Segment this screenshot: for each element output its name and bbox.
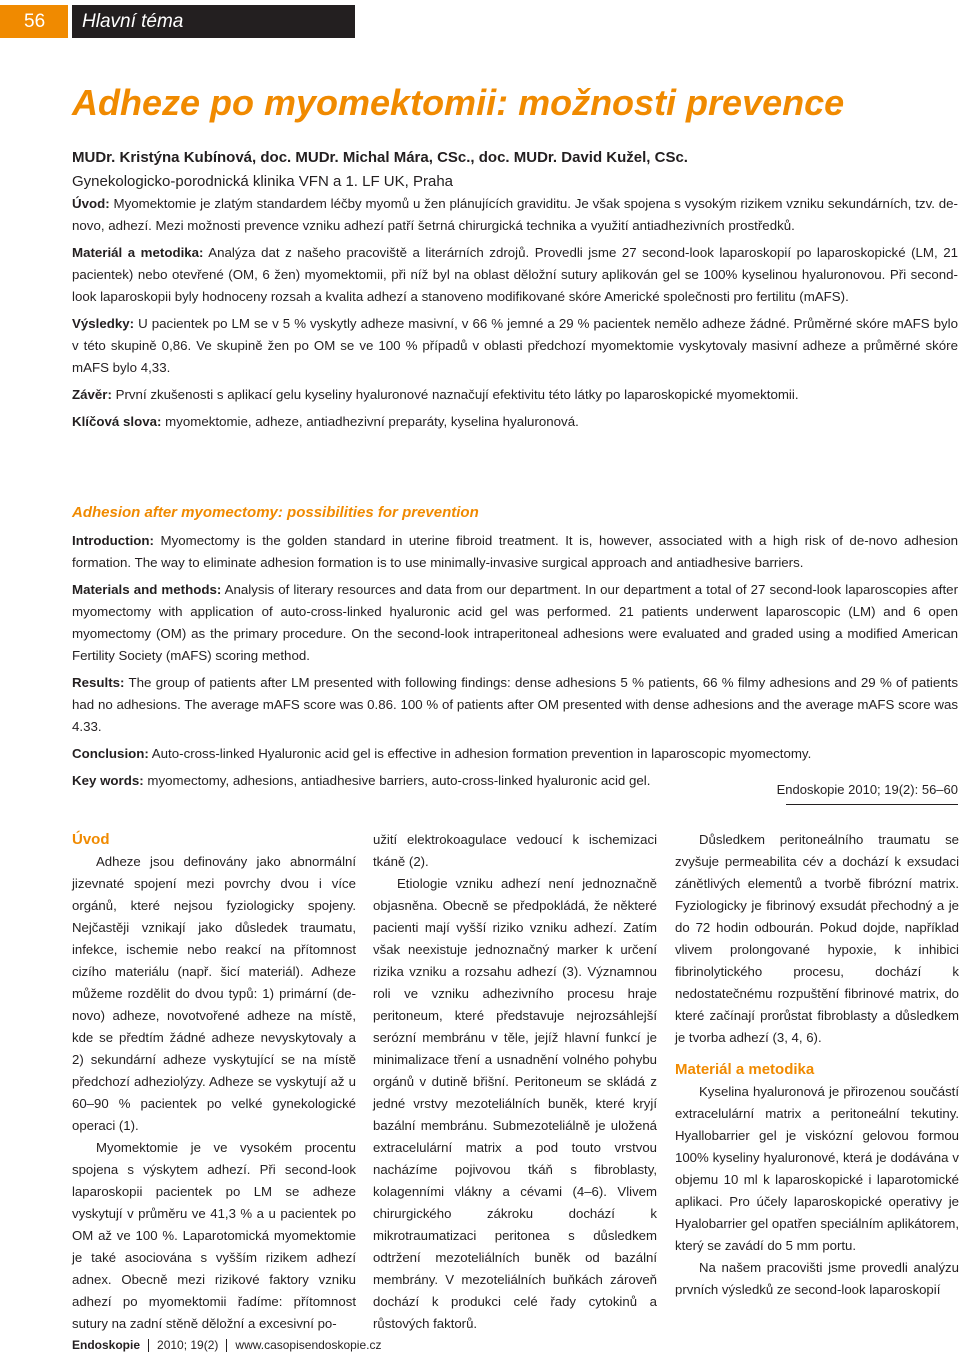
abstract-cz-conclusion <box>72 384 958 406</box>
section-heading-uvod: Úvod <box>72 831 110 848</box>
abstract-en-results <box>72 672 958 738</box>
label: Key words: <box>72 773 144 788</box>
label: Materials and methods: <box>72 582 222 597</box>
abstract-en <box>72 530 958 797</box>
article-title: Adheze po myomektomii: možnosti prevence <box>72 82 845 123</box>
citation: Endoskopie 2010; 19(2): 56–60 <box>776 782 958 797</box>
text: První zkušenosti s aplikací gelu kyseliny hyaluronové naznačují efektivitu této látky po laparoskopické myomektomii. <box>111 387 799 402</box>
body-column-2 <box>373 829 657 1335</box>
authors: MUDr. Kristýna Kubínová, doc. MUDr. Michal Mára, CSc., doc. MUDr. David Kužel, CSc. <box>72 149 688 166</box>
page-number: 56 <box>0 5 68 38</box>
paragraph: Na našem pracovišti jsme provedli analýzu prvních výsledků ze second-look laparoskopií <box>675 1260 959 1297</box>
affiliation: Gynekologicko-porodnická klinika VFN a 1. LF UK, Praha <box>72 173 454 190</box>
paragraph: Etiologie vzniku adhezí není jednoznačně objasněna. Obecně se předpokládá, že některé pacienti mají vyšší riziko vzniku adhezí. Zatím však neexistuje jednoznačný marker k určení rizika vzniku a rozsahu adhezí (3). Významnou roli ve vzniku adhezivního procesu hraje peritoneum, které představuje nejrozsáhlejší serózní membránu v těle, jejíž hlavní funkcí je minimalizace tření a usnadnění volného pohybu orgánů v dutině břišní. Peritoneum se skládá z jedné vrstvy mezoteliálních buněk, které kryjí bazální membránu. Submezoteliálně je uložená extracelulární matrix a pod touto vrstvou nacházíme pojivovou tkáň s fibroblasty, kolagenními vlákny a cévami (4–6). Vlivem chirurgického zákroku dochází k mikrotraumatizaci peritonea s důsledkem odtržení mezoteliálních buněk od bazální membrány. V mezoteliálních buňkách zároveň dochází k produkci celé řady cytokinů a růstových faktorů. <box>373 876 657 1331</box>
text: Analysis of literary resources and data from our department. In our department a total of 27 second-look laparoscopies after myomectomy with application of auto-cross-linked hyaluronic acid gel was performed. 21 patients underwent laparoscopic (LM) and 6 open myomectomy (OM) as the primary procedure. On the second-look intraperitoneal adhesions were evaluated and graded using a modified American Fertility Society (mAFS) scoring method. <box>72 582 958 663</box>
label: Úvod: <box>72 196 110 211</box>
paragraph: Adheze jsou definovány jako abnormální jizevnaté spojení mezi povrchy dvou i více orgánů, které nejsou fyziologicky spojeny. Nejčastěji vznikají jako důsledek traumatu, infekce, ischemie nebo reakcí na přítomnost cizího materiálu (např. šicí materiál). Adheze můžeme rozdělit do dvou typů: 1) primární (de-novo) adheze, novotvořené adheze na místě, kde se předtím žádné adheze nevyskytovaly a 2) sekundární adheze vyskytující se na místě předchozí adheziolýzy. Adheze se vyskytují až u 60–90 % pacientek po velké gynekologické operaci (1). <box>72 854 356 1133</box>
abstract-cz-keywords <box>72 411 958 433</box>
label: Results: <box>72 675 125 690</box>
label: Conclusion: <box>72 746 149 761</box>
label: Materiál a metodika: <box>72 245 204 260</box>
body-column-3 <box>675 829 959 1301</box>
abstract-cz-results <box>72 313 958 379</box>
section-heading-material: Materiál a metodika <box>675 1061 815 1078</box>
page-footer <box>72 1337 381 1353</box>
footer-separator <box>148 1339 149 1352</box>
section-label: Hlavní téma <box>72 5 355 38</box>
text: U pacientek po LM se v 5 % vyskytly adheze masivní, v 66 % jemné a 29 % pacientek nemělo adheze žádné. Průměrné skóre mAFS bylo v této skupině 0,86. Ve skupině žen po OM se ve 100 % případů v oblasti předchozí myomektomie vyskytovaly masivní adheze a průměrné skóre mAFS bylo 4,33. <box>72 316 958 375</box>
citation-rule <box>786 804 958 805</box>
abstract-cz <box>72 193 958 438</box>
text: Myomectomy is the golden standard in uterine fibroid treatment. It is, however, associated with a high risk of de-novo adhesion formation. The way to eliminate adhesion formation is to use minimally-invasive surgical approach and antiadhesive barriers. <box>72 533 958 570</box>
abstract-cz-methods <box>72 242 958 308</box>
body-column-1 <box>72 829 356 1335</box>
footer-separator <box>226 1339 227 1352</box>
abstract-en-conclusion <box>72 743 958 765</box>
text: myomectomy, adhesions, antiadhesive barriers, auto-cross-linked hyaluronic acid gel. <box>143 773 651 788</box>
text: Analýza dat z našeho pracoviště a literárních zdrojů. Provedli jsme 27 second-look laparoskopií po laparoskopické (LM, 21 pacientek) nebo otevřené (OM, 6 žen) myomektomii, při níž byl na oblast děložní sutury aplikován gel se 100% kyselinou hyaluronovou. Při second-look laparoskopii byly hodnoceny rozsah a kvalita adhezí a stanoveno modifikované skóre Americké společnosti pro fertilitu (mAFS). <box>72 245 958 304</box>
abstract-en-intro <box>72 530 958 574</box>
paragraph: užití elektrokoagulace vedoucí k ischemizaci tkáně (2). <box>373 832 657 869</box>
abstract-en-methods <box>72 579 958 667</box>
label: Klíčová slova: <box>72 414 162 429</box>
paragraph: Důsledkem peritoneálního traumatu se zvyšuje permeabilita cév a dochází k exsudaci zánětlivých elementů a tvorbě fibrózní matrix. Fyziologicky je fibrinový exsudát přechodný a je do 72 hodin odbourán. Pokud dojde, například vlivem prolongované hypoxie, k inhibici fibrinolytického procesu, dochází k nedostatečnému rozpuštění fibrinové matrix, do které začínají prorůstat fibroblasty a důsledkem je tvorba adhezí (3, 4, 6). <box>675 832 959 1045</box>
text: myomektomie, adheze, antiadhezivní preparáty, kyselina hyaluronová. <box>161 414 579 429</box>
text: Auto-cross-linked Hyaluronic acid gel is effective in adhesion formation prevention in laparoscopic myomectomy. <box>148 746 812 761</box>
label: Výsledky: <box>72 316 135 331</box>
label: Introduction: <box>72 533 154 548</box>
paragraph: Myomektomie je ve vysokém procentu spojena s výskytem adhezí. Při second-look laparoskopii pacientek po LM se adheze vyskytují v průměru ve 41,3 % a u pacientek po OM až ve 100 %. Laparotomická myomektomie je také asociována s vyšším rizikem adhezí adnex. Obecně mezi rizikové faktory vzniku adhezí po myomektomii řadíme: přítomnost sutury na zadní stěně děložní a excesivní po- <box>72 1140 356 1331</box>
footer-issue: 2010; 19(2) <box>157 1338 219 1352</box>
paragraph: Kyselina hyaluronová je přirozenou součástí extracelulární matrix a peritoneální tekutiny. Hyallobarrier gel je viskózní gelovou formou 100% kyseliny hyaluronové, která je dodávána v objemu 10 ml k laparoskopické i laparotomické aplikaci. Pro účely laparoskopické operativy je Hyalobarrier gel opatřen speciálním aplikátorem, který se zavádí do 5 mm portu. <box>675 1084 959 1253</box>
footer-url[interactable]: www.casopisendoskopie.cz <box>235 1338 382 1352</box>
english-title: Adhesion after myomectomy: possibilities for prevention <box>72 504 479 521</box>
label: Závěr: <box>72 387 112 402</box>
footer-journal: Endoskopie <box>72 1338 141 1352</box>
text: Myomektomie je zlatým standardem léčby myomů u žen plánujících graviditu. Je však spojena s vysokým rizikem vzniku sekundárních, tzv. de-novo, adhezí. Mezi možnosti prevence vzniku adhezí patří šetrná chirurgická technika a využití antiadhezivních prostředků. <box>72 196 958 233</box>
abstract-cz-intro <box>72 193 958 237</box>
text: The group of patients after LM presented with following findings: dense adhesions 5 % patients, 66 % filmy adhesions and 29 % of patients had no adhesions. The average mAFS score was 0.86. 100 % of patients after OM presented with dense adhesions and the average mAFS score was 4.33. <box>72 675 958 734</box>
